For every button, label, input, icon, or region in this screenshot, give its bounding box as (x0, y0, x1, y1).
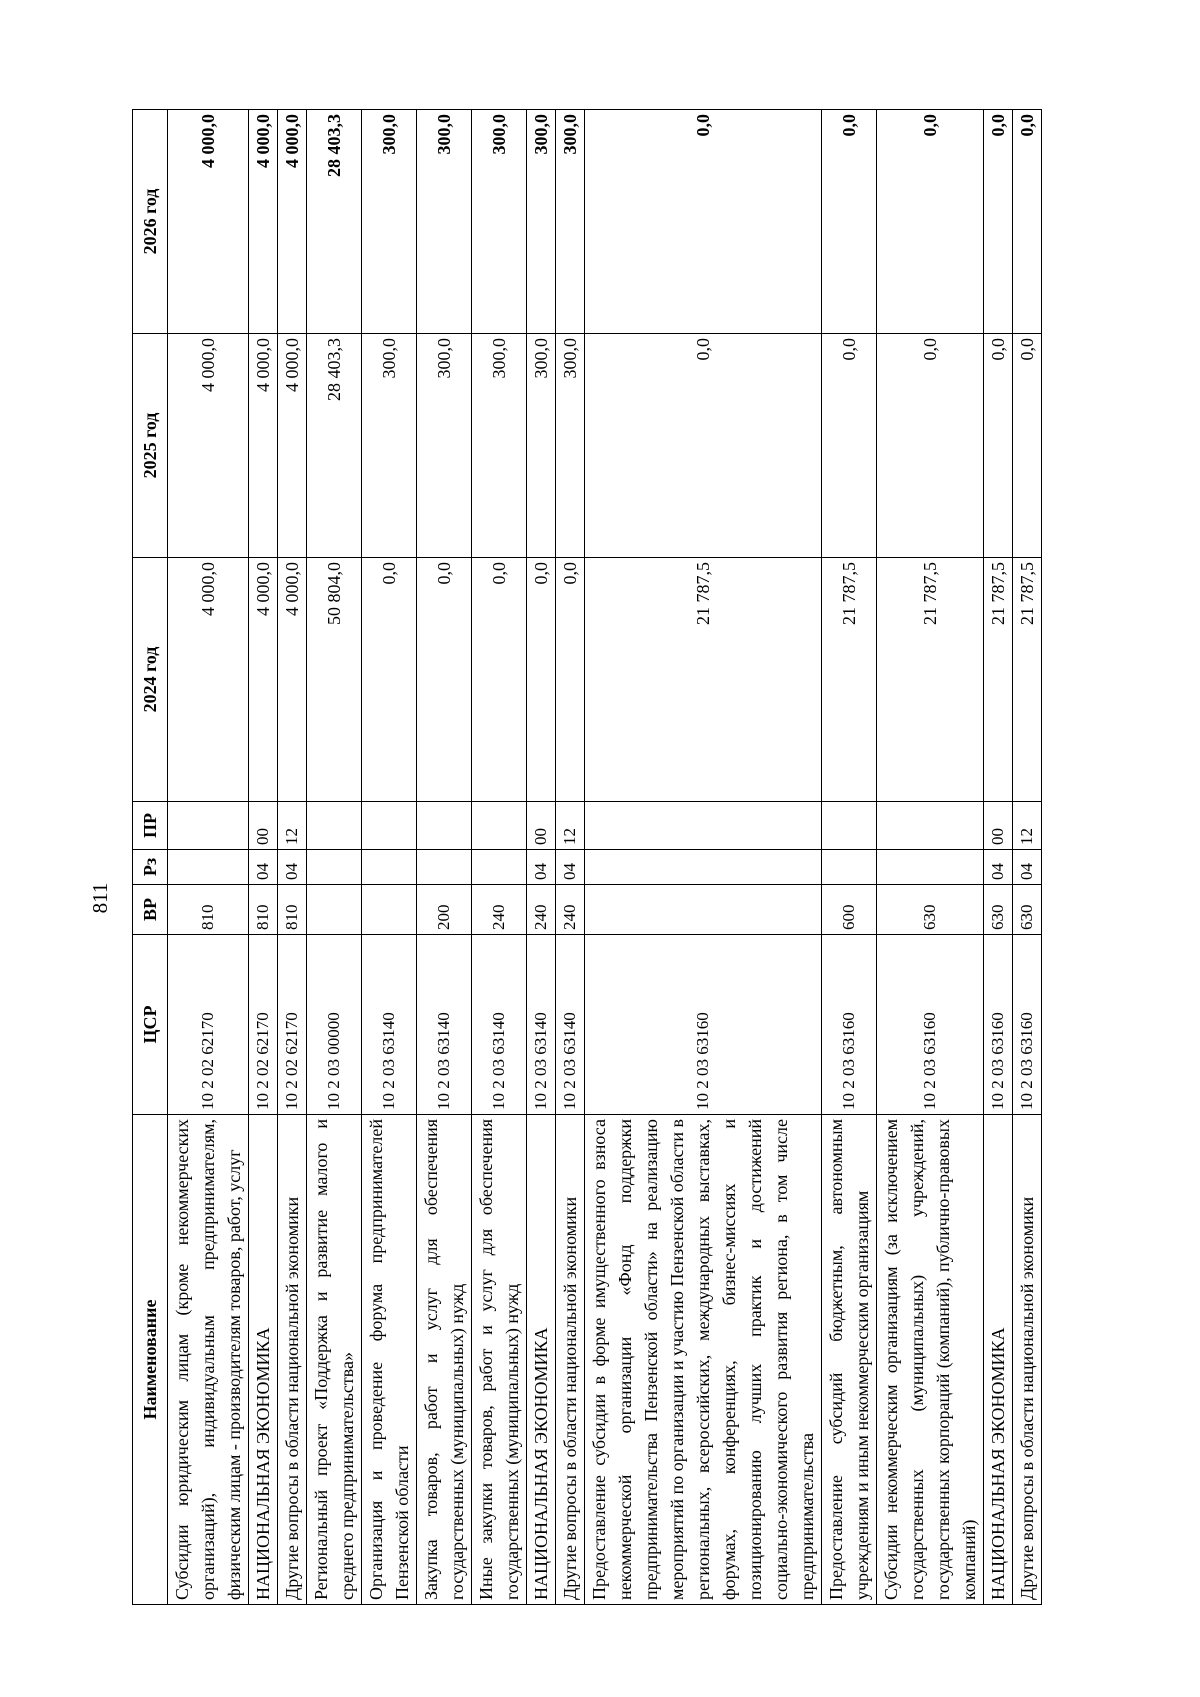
cell-name: Иные закупки товаров, работ и услуг для обеспечения государственных (муниципальных) нужд (472, 1115, 527, 1605)
cell-rz (585, 850, 822, 885)
cell-2025: 0,0 (877, 334, 984, 558)
cell-pr (362, 802, 417, 850)
cell-2026: 300,0 (472, 110, 527, 334)
table-row (556, 110, 585, 1605)
cell-csr: 10 2 03 63140 (417, 935, 472, 1115)
table-row (278, 110, 307, 1605)
cell-csr: 10 2 03 63160 (1013, 935, 1042, 1115)
cell-rz: 04 (527, 850, 556, 885)
budget-table (132, 109, 1042, 1605)
table-row (585, 110, 822, 1605)
cell-2026: 28 403,3 (307, 110, 362, 334)
cell-rz (472, 850, 527, 885)
cell-vr: 240 (556, 885, 585, 935)
cell-csr: 10 2 02 62170 (168, 935, 249, 1115)
cell-2026: 0,0 (822, 110, 877, 334)
cell-pr: 12 (556, 802, 585, 850)
header-csr: ЦСР (133, 935, 168, 1115)
table-row (984, 110, 1013, 1605)
cell-2025: 0,0 (984, 334, 1013, 558)
cell-2026: 0,0 (585, 110, 822, 334)
cell-2024: 0,0 (472, 558, 527, 802)
cell-2024: 21 787,5 (822, 558, 877, 802)
cell-name: НАЦИОНАЛЬНАЯ ЭКОНОМИКА (249, 1115, 278, 1605)
cell-2025: 4 000,0 (168, 334, 249, 558)
cell-csr: 10 2 03 63140 (472, 935, 527, 1115)
cell-2026: 0,0 (1013, 110, 1042, 334)
cell-csr: 10 2 02 62170 (249, 935, 278, 1115)
table-row (877, 110, 984, 1605)
cell-2026: 4 000,0 (278, 110, 307, 334)
cell-2025: 300,0 (527, 334, 556, 558)
cell-rz (168, 850, 249, 885)
cell-2024: 4 000,0 (249, 558, 278, 802)
cell-name: Субсидии некоммерческим организациям (за исключением государственных (муниципальных) учреждений, государственных корпораций (компаний), публично-правовых компаний) (877, 1115, 984, 1605)
cell-csr: 10 2 03 00000 (307, 935, 362, 1115)
cell-vr: 240 (472, 885, 527, 935)
cell-vr: 630 (1013, 885, 1042, 935)
cell-rz: 04 (249, 850, 278, 885)
cell-2025: 300,0 (417, 334, 472, 558)
cell-csr: 10 2 03 63160 (585, 935, 822, 1115)
table-row (307, 110, 362, 1605)
cell-pr (822, 802, 877, 850)
header-pr: ПР (133, 802, 168, 850)
cell-name: Региональный проект «Поддержка и развитие малого и среднего предпринимательства» (307, 1115, 362, 1605)
header-name: Наименование (133, 1115, 168, 1605)
cell-csr: 10 2 02 62170 (278, 935, 307, 1115)
cell-name: Предоставление субсидий бюджетным, автономным учреждениям и иным некоммерческим организациям (822, 1115, 877, 1605)
cell-name: Закупка товаров, работ и услуг для обеспечения государственных (муниципальных) нужд (417, 1115, 472, 1605)
cell-2025: 300,0 (556, 334, 585, 558)
cell-vr: 630 (877, 885, 984, 935)
cell-vr: 200 (417, 885, 472, 935)
header-2026: 2026 год (133, 110, 168, 334)
cell-rz (417, 850, 472, 885)
cell-2026: 4 000,0 (249, 110, 278, 334)
cell-name: Предоставление субсидии в форме имущественного взноса некоммерческой организации «Фонд поддержки предпринимательства Пензенской области» на реализацию мероприятий по организации и участию Пензенской области в региональных, всероссийских, международных выставках, форумах, конференциях, бизнес-миссиях и позиционированию лучших практик и достижений социально-экономического развития региона, в том числе предпринимательства (585, 1115, 822, 1605)
cell-2026: 0,0 (984, 110, 1013, 334)
cell-vr: 240 (527, 885, 556, 935)
cell-2024: 21 787,5 (877, 558, 984, 802)
cell-2026: 300,0 (417, 110, 472, 334)
cell-rz (362, 850, 417, 885)
cell-pr: 12 (278, 802, 307, 850)
cell-name: НАЦИОНАЛЬНАЯ ЭКОНОМИКА (984, 1115, 1013, 1605)
table-header-row (133, 110, 168, 1605)
cell-2024: 50 804,0 (307, 558, 362, 802)
table-row (249, 110, 278, 1605)
cell-csr: 10 2 03 63140 (527, 935, 556, 1115)
cell-2025: 4 000,0 (278, 334, 307, 558)
cell-2025: 300,0 (472, 334, 527, 558)
cell-2024: 21 787,5 (1013, 558, 1042, 802)
table-row (417, 110, 472, 1605)
cell-pr (877, 802, 984, 850)
cell-vr: 810 (249, 885, 278, 935)
header-2025: 2025 год (133, 334, 168, 558)
cell-2025: 28 403,3 (307, 334, 362, 558)
cell-2026: 0,0 (877, 110, 984, 334)
cell-name: Другие вопросы в области национальной экономики (1013, 1115, 1042, 1605)
cell-2025: 300,0 (362, 334, 417, 558)
cell-pr (585, 802, 822, 850)
table-row (168, 110, 249, 1605)
cell-rz (822, 850, 877, 885)
cell-vr: 600 (822, 885, 877, 935)
cell-2025: 0,0 (822, 334, 877, 558)
cell-pr (472, 802, 527, 850)
cell-pr (417, 802, 472, 850)
cell-2026: 300,0 (527, 110, 556, 334)
cell-name: НАЦИОНАЛЬНАЯ ЭКОНОМИКА (527, 1115, 556, 1605)
cell-2024: 21 787,5 (585, 558, 822, 802)
table-row (527, 110, 556, 1605)
cell-2024: 0,0 (527, 558, 556, 802)
cell-2026: 300,0 (362, 110, 417, 334)
cell-2024: 0,0 (556, 558, 585, 802)
cell-csr: 10 2 03 63160 (877, 935, 984, 1115)
cell-2024: 0,0 (417, 558, 472, 802)
cell-name: Другие вопросы в области национальной экономики (556, 1115, 585, 1605)
cell-pr (168, 802, 249, 850)
table-row (822, 110, 877, 1605)
table-row (362, 110, 417, 1605)
cell-2024: 4 000,0 (168, 558, 249, 802)
cell-pr: 00 (527, 802, 556, 850)
cell-vr: 810 (168, 885, 249, 935)
cell-rz: 04 (556, 850, 585, 885)
cell-pr: 00 (984, 802, 1013, 850)
cell-2024: 21 787,5 (984, 558, 1013, 802)
cell-csr: 10 2 03 63140 (556, 935, 585, 1115)
rotated-table-container (132, 110, 1082, 1605)
cell-csr: 10 2 03 63160 (822, 935, 877, 1115)
cell-name: Организация и проведение форума предпринимателей Пензенской области (362, 1115, 417, 1605)
table-row (472, 110, 527, 1605)
cell-rz: 04 (278, 850, 307, 885)
cell-name: Другие вопросы в области национальной экономики (278, 1115, 307, 1605)
cell-pr (307, 802, 362, 850)
cell-name: Субсидии юридическим лицам (кроме некоммерческих организаций), индивидуальным предпринимателям, физическим лицам - производителям товаров, работ, услуг (168, 1115, 249, 1605)
cell-pr: 00 (249, 802, 278, 850)
cell-vr: 810 (278, 885, 307, 935)
cell-csr: 10 2 03 63160 (984, 935, 1013, 1115)
cell-rz: 04 (984, 850, 1013, 885)
header-rz: Рз (133, 850, 168, 885)
cell-rz: 04 (1013, 850, 1042, 885)
header-vr: ВР (133, 885, 168, 935)
cell-2025: 0,0 (1013, 334, 1042, 558)
cell-rz (307, 850, 362, 885)
header-2024: 2024 год (133, 558, 168, 802)
page-number: 811 (88, 882, 112, 914)
cell-2026: 4 000,0 (168, 110, 249, 334)
cell-vr (362, 885, 417, 935)
cell-2024: 0,0 (362, 558, 417, 802)
cell-2026: 300,0 (556, 110, 585, 334)
cell-2025: 0,0 (585, 334, 822, 558)
cell-vr (307, 885, 362, 935)
table-row (1013, 110, 1042, 1605)
cell-pr: 12 (1013, 802, 1042, 850)
cell-rz (877, 850, 984, 885)
cell-csr: 10 2 03 63140 (362, 935, 417, 1115)
cell-2024: 4 000,0 (278, 558, 307, 802)
cell-2025: 4 000,0 (249, 334, 278, 558)
cell-vr (585, 885, 822, 935)
cell-vr: 630 (984, 885, 1013, 935)
